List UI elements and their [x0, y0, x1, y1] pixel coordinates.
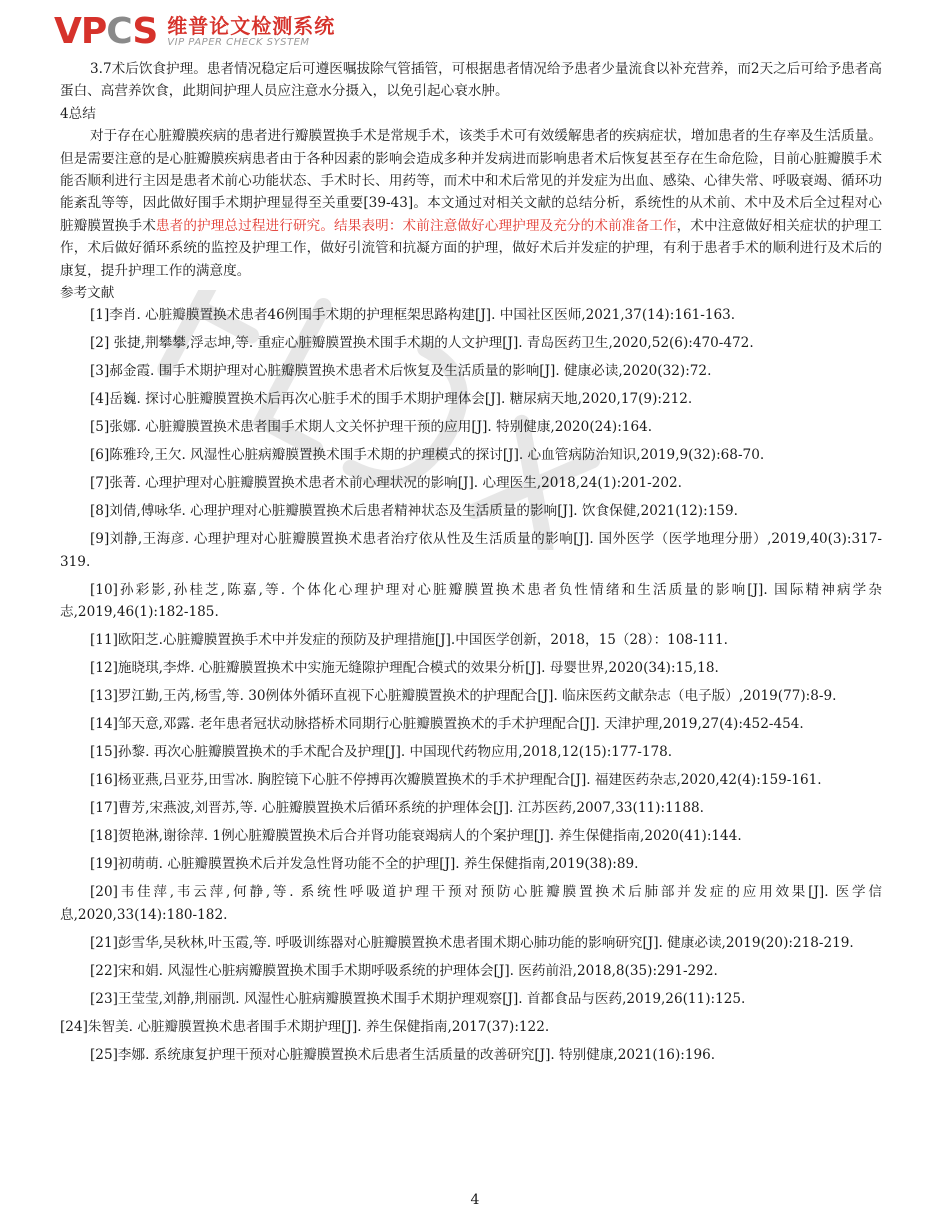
reference-item: [21]彭雪华,吴秋林,叶玉霞,等. 呼吸训练器对心脏瓣膜置换术患者围术期心肺功能的影响研究[J]. 健康必读,2019(20):218-219.: [90, 934, 854, 951]
summary-text-2: ，术中注意做好相关症状的护理工作，术后做好循环系统的监控及护理工作，做好引流管和抗凝方面的护理，做好术后并发症的护理，有利于患者手术的顺利进行及术后的康复，提升护理工作的满意度。: [60, 217, 883, 279]
references-heading: 参考文献: [60, 285, 115, 302]
summary-paragraph: [60, 125, 882, 282]
reference-item: [4]岳巍. 探讨心脏瓣膜置换术后再次心脏手术的围手术期护理体会[J]. 糖尿病天地,2020,17(9):212.: [90, 391, 693, 408]
reference-item: [16]杨亚燕,吕亚芬,田雪冰. 胸腔镜下心脏不停搏再次瓣膜置换术的手术护理配合[J]. 福建医药杂志,2020,42(4):159-161.: [90, 772, 822, 789]
reference-item: [24]朱智美. 心脏瓣膜置换术患者围手术期护理[J]. 养生保健指南,2017(37):122.: [60, 1018, 550, 1035]
reference-list: [60, 304, 882, 1066]
vpcs-logo: [54, 10, 335, 54]
reference-item: [5]张娜. 心脏瓣膜置换术患者围手术期人文关怀护理干预的应用[J]. 特别健康,2020(24):164.: [90, 419, 653, 436]
reference-item: [13]罗江勤,王芮,杨雪,等. 30例体外循环直视下心脏瓣膜置换术的护理配合[J]. 临床医药文献杂志（电子版）,2019(77):8-9.: [90, 688, 837, 705]
reference-item: [18]贺艳淋,谢徐萍. 1例心脏瓣膜置换术后合并肾功能衰竭病人的个案护理[J]. 养生保健指南,2020(41):144.: [90, 828, 742, 845]
reference-item: [23]王莹莹,刘静,荆丽凯. 风湿性心脏病瓣膜置换术围手术期护理观察[J]. 首都食品与医药,2019,26(11):125.: [90, 990, 746, 1007]
summary-highlight: 患者的护理总过程进行研究。结果表明：术前注意做好心理护理及充分的术前准备工作: [155, 217, 677, 234]
reference-item: [2] 张捷,荆攀攀,浮志坤,等. 重症心脏瓣膜置换术围手术期的人文护理[J]. 青岛医药卫生,2020,52(6):470-472.: [90, 335, 754, 352]
reference-item: [9]刘静,王海彦. 心理护理对心脏瓣膜置换术患者治疗依从性及生活质量的影响[J]. 国外医学（医学地理分册）,2019,40(3):317-319.: [60, 531, 882, 570]
reference-item: [25]李娜. 系统康复护理干预对心脏瓣膜置换术后患者生活质量的改善研究[J]. 特别健康,2021(16):196.: [90, 1046, 716, 1063]
reference-item: [11]欧阳芝.心脏瓣膜置换手术中并发症的预防及护理措施[J].中国医学创新，2018，15（28）：108-111.: [90, 632, 728, 649]
reference-item: [12]施晓琪,李烨. 心脏瓣膜置换术中实施无缝隙护理配合模式的效果分析[J]. 母婴世界,2020(34):15,18.: [90, 660, 719, 677]
reference-item: [10]孙彩影,孙桂芝,陈嘉,等. 个体化心理护理对心脏瓣膜置换术患者负性情绪和生活质量的影响[J]. 国际精神病学杂志,2019,46(1):182-185.: [60, 581, 882, 621]
reference-item: [14]邹天意,邓露. 老年患者冠状动脉搭桥术同期行心脏瓣膜置换术的手术护理配合[J]. 天津护理,2019,27(4):452-454.: [90, 716, 804, 733]
page-number: 4: [470, 1192, 480, 1208]
reference-item: [6]陈雅玲,王欠. 风湿性心脏病瓣膜置换术围手术期的护理模式的探讨[J]. 心血管病防治知识,2019,9(32):68-70.: [90, 447, 765, 464]
logo-english-subtitle: VIP PAPER CHECK SYSTEM: [167, 37, 310, 48]
section-3-7-paragraph: 3.7术后饮食护理。患者情况稳定后可遵医嘱拔除气管插管，可根据患者情况给予患者少量流食以补充营养，而2天之后可给予患者高蛋白、高营养饮食，此期间护理人员应注意水分摄入，以免引起心衰水肿。: [60, 61, 882, 100]
summary-heading: 4总结: [60, 105, 96, 122]
reference-item: [3]郝金霞. 围手术期护理对心脏瓣膜置换术患者术后恢复及生活质量的影响[J]. 健康必读,2020(32):72.: [90, 363, 712, 380]
logo-mark: VPCS: [54, 11, 158, 52]
reference-item: [17]曹芳,宋燕波,刘晋苏,等. 心脏瓣膜置换术后循环系统的护理体会[J]. 江苏医药,2007,33(11):1188.: [90, 800, 704, 817]
reference-item: [22]宋和娟. 风湿性心脏病瓣膜置换术围手术期呼吸系统的护理体会[J]. 医药前沿,2018,8(35):291-292.: [90, 962, 718, 979]
reference-item: [1]李肖. 心脏瓣膜置换术患者46例围手术期的护理框架思路构建[J]. 中国社区医师,2021,37(14):161-163.: [90, 307, 736, 324]
reference-item: [7]张菁. 心理护理对心脏瓣膜置换术患者术前心理状况的影响[J]. 心理医生,2018,24(1):201-202.: [90, 475, 682, 492]
summary-text-1: 对于存在心脏瓣膜疾病的患者进行瓣膜置换手术是常规手术，该类手术可有效缓解患者的疾病症状，增加患者的生存率及生活质量。但是需要注意的是心脏瓣膜疾病患者由于各种因素的影响会造成多种并发病进而影响患者术后恢复甚至存在生命危险，目前心脏瓣膜手术能否顺利进行主因是患者术前心功能状态、手术时长、用药等，而术中和术后常见的并发症为出血、感染、心律失常、呼吸衰竭、循环功能紊乱等等，因此做好围手术期护理显得至关重要[39-43]。本文通过对相关文献的总结分析，系统性的从术前、术中及术后全过程对心脏瓣膜置换手术: [60, 128, 882, 234]
logo-chinese-title: 维普论文检测系统: [167, 14, 336, 38]
reference-item: [8]刘倩,傅咏华. 心理护理对心脏瓣膜置换术后患者精神状态及生活质量的影响[J]. 饮食保健,2021(12):159.: [90, 503, 738, 520]
document-body: [60, 58, 882, 1072]
reference-item: [15]孙黎. 再次心脏瓣膜置换术的手术配合及护理[J]. 中国现代药物应用,2018,12(15):177-178.: [90, 744, 673, 761]
reference-item: [20]韦佳萍,韦云萍,何静,等. 系统性呼吸道护理干预对预防心脏瓣膜置换术后肺部并发症的应用效果[J]. 医学信息,2020,33(14):180-182.: [60, 884, 882, 923]
reference-item: [19]初萌萌. 心脏瓣膜置换术后并发急性肾功能不全的护理[J]. 养生保健指南,2019(38):89.: [90, 856, 639, 873]
